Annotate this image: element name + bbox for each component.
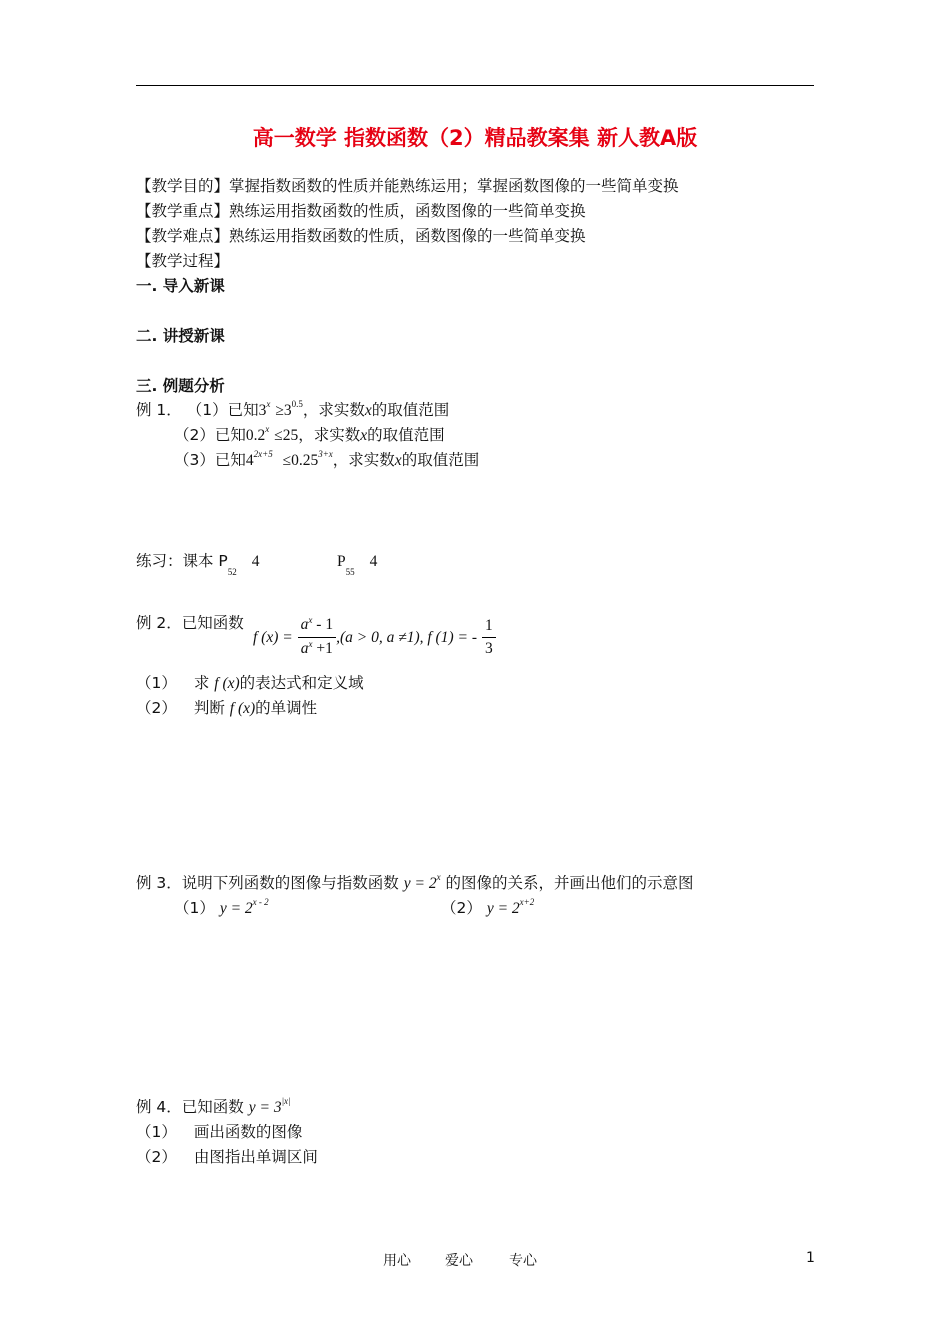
practice-line-2 [337,551,378,577]
example-1-p1-suffix: ，求实数 [302,401,365,419]
example-3-fn-exp: x [436,872,441,882]
example-2-q2-text: 的单调性 [255,699,318,717]
practice-label: 练习：课本 P [136,552,228,570]
example-1-var: x [364,402,372,419]
section-examples: 三. 例题分析 [136,377,225,395]
example-2-q1-label: （1） [136,674,177,692]
goal-difficult-label: 【教学难点】 [136,227,230,245]
example-1-p2-var: x [360,427,368,444]
example-2-q2 [136,698,317,719]
goal-key-label: 【教学重点】 [136,202,230,220]
example-1-part-3 [174,450,479,472]
example-4-fn-exp: |x| [281,1096,291,1106]
example-1-p2-suffix: ，求实数 [298,426,361,444]
example-3-q1-fn: y = 2 [219,900,253,917]
example-3-q2-fn: y = 2 [486,900,520,917]
example-1-range-text: 的取值范围 [371,401,450,419]
example-2-q2-pre: 判断 [193,699,225,717]
example-1-p3-prefix: （3）已知 [174,451,246,469]
footer-word-1: 用心 [383,1253,411,1269]
example-2-q1-pre: 求 [193,674,210,692]
example-2-fraction [298,614,336,661]
example-1-p2-range: 的取值范围 [367,426,445,444]
example-1-p1-prefix: （1）已知 [186,401,259,419]
example-4-label: 例 4．已知函数 [136,1098,244,1116]
example-3-text: 的图像的关系，并画出他们的示意图 [445,874,694,892]
example-1-p3-range: 的取值范围 [401,451,480,469]
example-1-p3-rexp: 3+x [318,449,333,459]
section-intro: 一. 导入新课 [136,277,225,295]
practice-num-2: 4 [369,553,378,570]
example-4-q1-text: 画出函数的图像 [193,1123,303,1141]
example-2-lhs: f (x) = [253,629,293,646]
example-4-q2-text: 由图指出单调区间 [193,1148,318,1166]
example-2-den-base: a [300,640,309,657]
example-1-p1-rexp: 0.5 [291,399,303,409]
example-3-q1-label: （1） [174,899,215,917]
example-4-q2 [136,1147,318,1167]
example-2-num-exp: x [308,615,313,625]
goal-process-label: 【教学过程】 [136,252,230,270]
example-2-formula [253,614,496,661]
example-1-p2-rhs: 25 [282,427,299,444]
example-1-p1-exp: x [266,399,271,409]
example-2-num-rest: - 1 [312,616,334,633]
example-2-cond: ,(a > 0, a ≠1), f (1) = - [336,629,477,646]
example-3-q2-label: （2） [441,899,482,917]
example-2-den-rest: +1 [312,640,333,657]
example-2-rhs-den: 3 [484,640,493,657]
example-2-denominator [298,638,336,661]
practice-num-1: 4 [251,553,260,570]
goal-purpose-label: 【教学目的】 [136,177,230,195]
example-1-part-2 [174,425,445,447]
example-2-rhs-num: 1 [482,615,496,638]
example-2-q1-f: f (x) [214,675,240,692]
example-1-label: 例 1． [136,401,182,419]
example-2-numerator [298,614,336,638]
example-4-q2-label: （2） [136,1148,177,1166]
example-3-q2-exp: x+2 [519,897,535,907]
example-1-p1-rbase: 3 [283,402,292,419]
example-1-p1-base: 3 [258,402,267,419]
example-3-line [136,873,694,895]
goal-purpose [136,176,679,196]
example-3-q1 [174,898,269,920]
goal-difficult [136,226,586,246]
example-1-p2-prefix: （2）已知 [174,426,246,444]
practice-line [136,551,260,577]
example-1-part-1 [136,400,449,422]
example-1-p3-rel: ≤ [282,452,292,469]
page-title: 高一数学 指数函数（2）精品教案集 新人教A版 [252,126,698,150]
practice-page-2: 55 [345,567,355,577]
goal-key-text: 熟练运用指数函数的性质，函数图像的一些简单变换 [229,202,586,220]
example-3-q2 [441,898,534,920]
example-2-q2-label: （2） [136,699,177,717]
example-2-num-base: a [300,616,309,633]
example-1-p3-suffix: ，求实数 [332,451,395,469]
example-1-p2-rel: ≤ [274,427,283,444]
footer-word-3: 专心 [509,1253,537,1269]
header-rule [136,85,814,86]
example-3-q1-exp: x - 2 [252,897,269,907]
example-4-fn: y = 3 [248,1099,282,1116]
example-1-p3-base: 4 [245,452,254,469]
example-3-label: 例 3．说明下列函数的图像与指数函数 [136,874,399,892]
goal-purpose-text: 掌握指数函数的性质并能熟练运用；掌握函数图像的一些简单变换 [229,177,679,195]
example-1-p1-rel: ≥ [275,402,284,419]
example-1-p3-var: x [394,452,402,469]
practice-p2: P [337,553,346,570]
section-teach: 二. 讲授新课 [136,327,225,345]
practice-page-1: 52 [227,567,237,577]
example-2-rhs-fraction [482,615,496,660]
goal-difficult-text: 熟练运用指数函数的性质，函数图像的一些简单变换 [229,227,586,245]
page-number: 1 [806,1250,815,1266]
goal-key [136,201,586,221]
example-2-q1 [136,673,364,694]
example-2-q2-f: f (x) [229,700,256,717]
example-2-den-exp: x [308,639,313,649]
example-1-p2-exp: x [265,424,270,434]
example-1-p3-rbase: 0.25 [291,452,319,469]
example-4-q1-label: （1） [136,1123,177,1141]
example-3-fn: y = 2 [403,875,437,892]
footer-word-2: 爱心 [445,1253,473,1269]
example-2-q1-text: 的表达式和定义域 [239,674,364,692]
example-4-line [136,1097,291,1119]
example-2-label: 例 2．已知函数 [136,614,244,632]
example-4-q1 [136,1122,302,1142]
example-1-p2-base: 0.2 [245,427,266,444]
example-1-p3-exp: 2x+5 [253,449,273,459]
